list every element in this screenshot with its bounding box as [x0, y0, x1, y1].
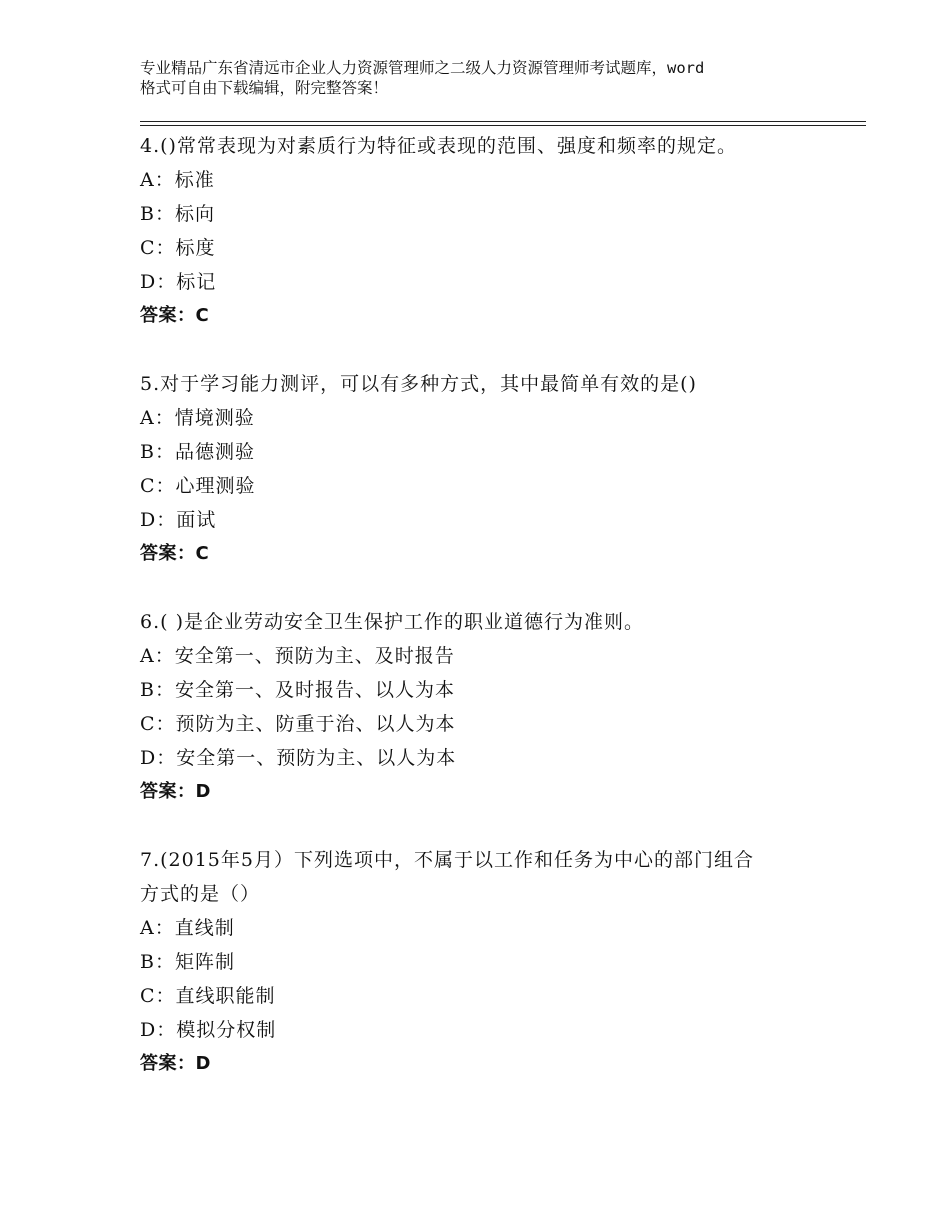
- answer-line: 答案：D: [140, 1053, 211, 1074]
- option-b: B：标向: [140, 203, 215, 225]
- option-c: C：预防为主、防重于治、以人为本: [140, 713, 456, 735]
- spacer: [140, 333, 860, 367]
- question-block: [140, 843, 860, 1081]
- spacer: [140, 809, 860, 843]
- option-a: A：标准: [140, 169, 215, 191]
- option-a: A：直线制: [140, 917, 235, 939]
- option-d: D：标记: [140, 271, 217, 293]
- option-a: A：安全第一、预防为主、及时报告: [140, 645, 455, 667]
- option-c: C：直线职能制: [140, 985, 276, 1007]
- option-d: D：安全第一、预防为主、以人为本: [140, 747, 457, 769]
- spacer: [140, 571, 860, 605]
- answer-line: 答案：C: [140, 543, 210, 564]
- option-d: D：模拟分权制: [140, 1019, 277, 1041]
- header-line-1: 专业精品广东省清远市企业人力资源管理师之二级人力资源管理师考试题库，word: [140, 59, 705, 77]
- header-line-2: 格式可自由下载编辑，附完整答案！: [140, 79, 389, 97]
- question-block: [140, 367, 860, 571]
- question-stem: 4.()常常表现为对素质行为特征或表现的范围、强度和频率的规定。: [140, 135, 737, 157]
- question-list: [140, 129, 860, 1081]
- option-c: C：标度: [140, 237, 216, 259]
- option-c: C：心理测验: [140, 475, 256, 497]
- question-stem-line-2: 方式的是（）: [140, 883, 261, 905]
- question-stem: 6.( )是企业劳动安全卫生保护工作的职业道德行为准则。: [140, 611, 644, 633]
- option-b: B：安全第一、及时报告、以人为本: [140, 679, 455, 701]
- option-b: B：矩阵制: [140, 951, 235, 973]
- question-block: [140, 129, 860, 333]
- document-header: [140, 58, 840, 98]
- question-stem: 5.对于学习能力测评，可以有多种方式，其中最简单有效的是(): [140, 373, 697, 395]
- header-double-rule: [140, 121, 866, 126]
- option-a: A：情境测验: [140, 407, 255, 429]
- question-stem-line-1: 7.(2015年5月）下列选项中，不属于以工作和任务为中心的部门组合: [140, 849, 754, 871]
- option-b: B：品德测验: [140, 441, 255, 463]
- answer-line: 答案：D: [140, 781, 211, 802]
- option-d: D：面试: [140, 509, 217, 531]
- answer-line: 答案：C: [140, 305, 210, 326]
- question-block: [140, 605, 860, 809]
